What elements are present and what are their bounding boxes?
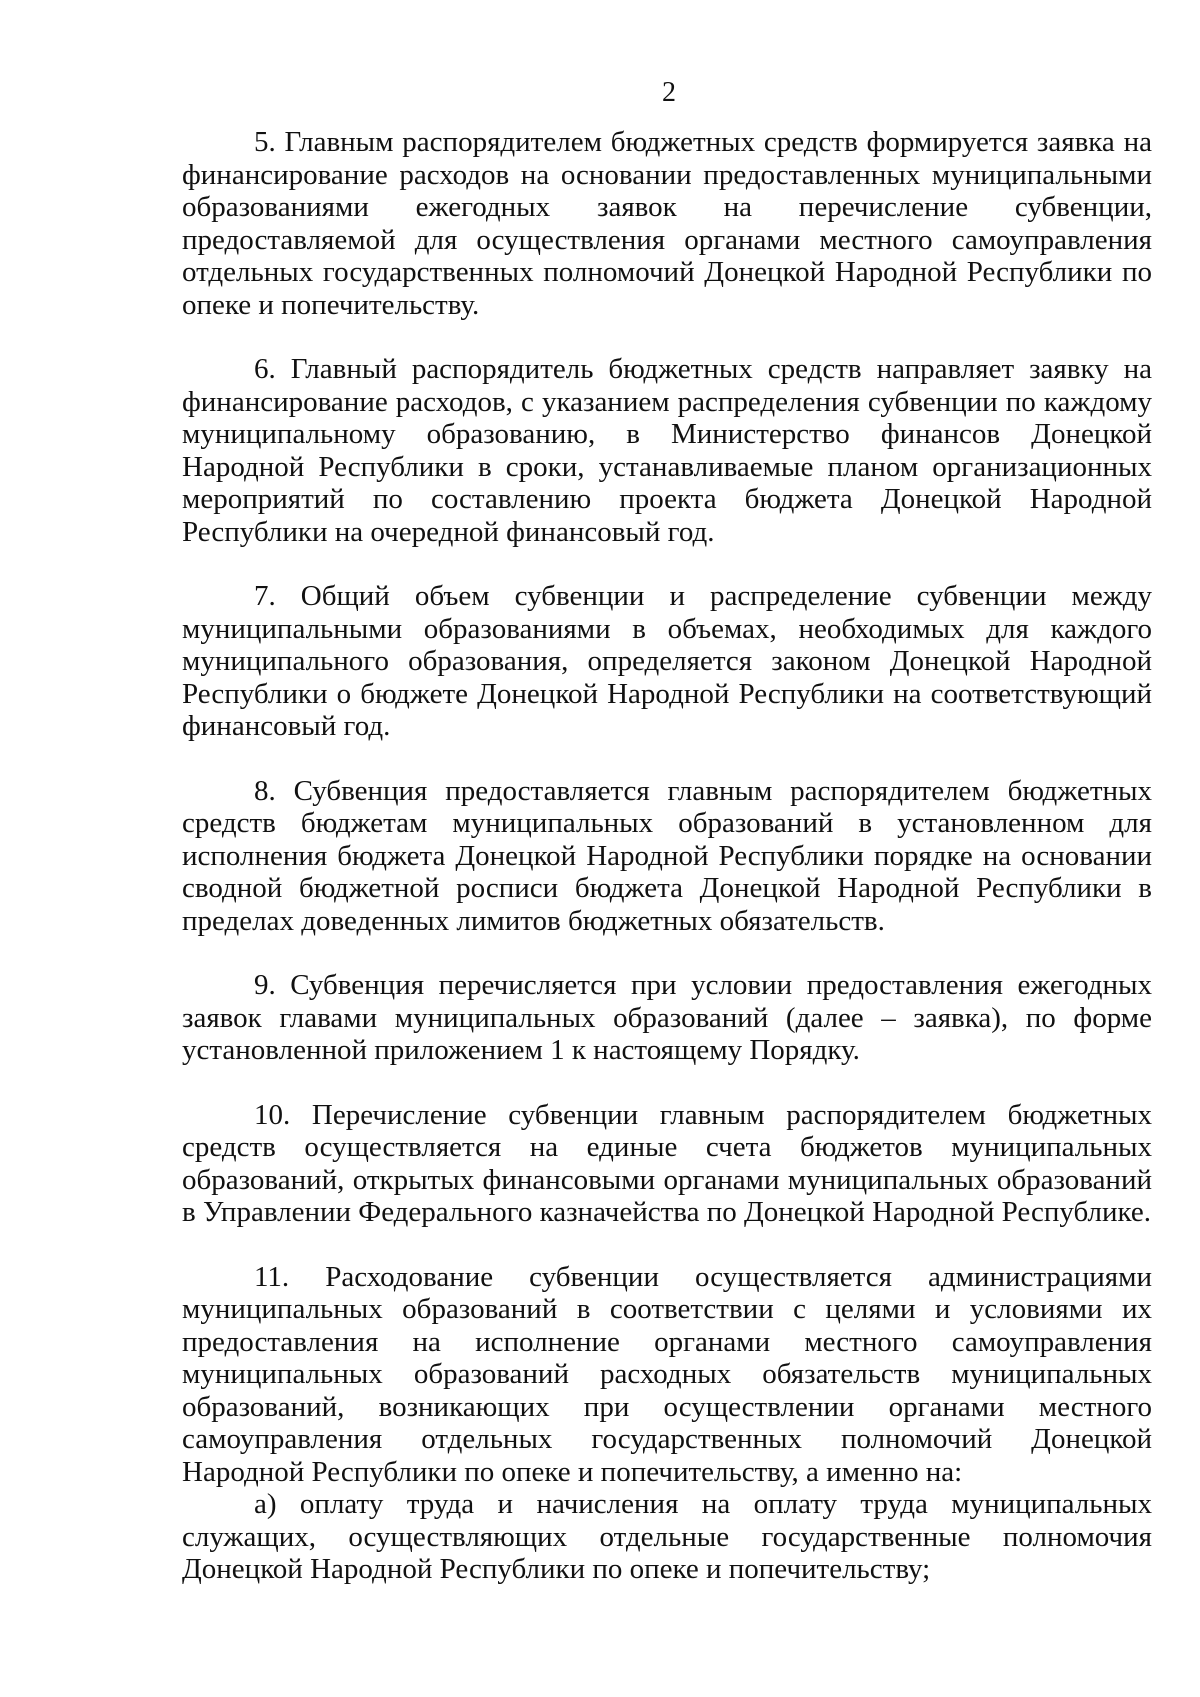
page-number: 2 [662,77,676,108]
document-body [182,126,1152,1586]
paragraph-11: 11. Расходование субвенции осуществляется администрациями муниципальных образований в соответствии с целями и условиями их предоставления на исполнение органами местного самоуправления муниципальных образований расходных обязательств муниципальных образований, возникающих при осуществлении органами местного самоуправления отдельных государственных полномочий Донецкой Народной Республики по опеке и попечительству, а именно на: [182,1260,1152,1488]
paragraph-10: 10. Перечисление субвенции главным распорядителем бюджетных средств осуществляется на единые счета бюджетов муниципальных образований, открытых финансовыми органами муниципальных образований в Управлении Федерального казначейства по Донецкой Народной Республике. [182,1098,1152,1228]
subitem-a: а) оплату труда и начисления на оплату труда муниципальных служащих, осуществляющих отдельные государственные полномочия Донецкой Народной Республики по опеке и попечительству; [182,1488,1152,1585]
paragraph-8: 8. Субвенция предоставляется главным распорядителем бюджетных средств бюджетам муниципальных образований в установленном для исполнения бюджета Донецкой Народной Республики порядке на основании сводной бюджетной росписи бюджета Донецкой Народной Республики в пределах доведенных лимитов бюджетных обязательств. [182,774,1152,937]
paragraph-6: 6. Главный распорядитель бюджетных средств направляет заявку на финансирование расходов, с указанием распределения субвенции по каждому муниципальному образованию, в Министерство финансов Донецкой Народной Республики в сроки, устанавливаемые планом организационных мероприятий по составлению проекта бюджета Донецкой Народной Республики на очередной финансовый год. [182,353,1152,548]
paragraph-5: 5. Главным распорядителем бюджетных средств формируется заявка на финансирование расходов на основании предоставленных муниципальными образованиями ежегодных заявок на перечисление субвенции, предоставляемой для осуществления органами местного самоуправления отдельных государственных полномочий Донецкой Народной Республики по опеке и попечительству. [182,126,1152,321]
paragraph-9: 9. Субвенция перечисляется при условии предоставления ежегодных заявок главами муниципальных образований (далее – заявка), по форме установленной приложением 1 к настоящему Порядку. [182,969,1152,1066]
paragraph-7: 7. Общий объем субвенции и распределение субвенции между муниципальными образованиями в объемах, необходимых для каждого муниципального образования, определяется законом Донецкой Народной Республики о бюджете Донецкой Народной Республики на соответствующий финансовый год. [182,580,1152,742]
